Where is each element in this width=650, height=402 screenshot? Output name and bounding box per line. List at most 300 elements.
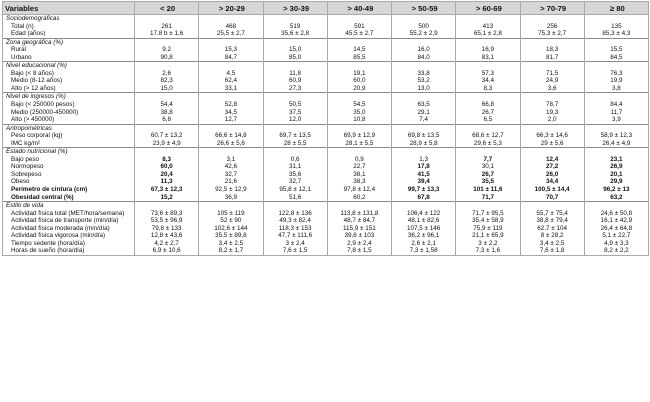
table-cell: 27,3 (263, 85, 327, 93)
table-row (3, 132, 649, 140)
table-cell: 78,7 (520, 101, 584, 109)
empty-cell (456, 38, 520, 46)
table-cell: 26,4 ± 4,9 (584, 140, 648, 148)
table-cell: 20,9 (327, 85, 391, 93)
table-cell: 28,1 ± 5,5 (327, 140, 391, 148)
table-cell: 21,6 (199, 178, 263, 186)
table-row (3, 109, 649, 117)
column-header: > 60-69 (456, 2, 520, 15)
table-cell: 66,8 (456, 101, 520, 109)
table-cell: 29,9 (584, 178, 648, 186)
table-row (3, 101, 649, 109)
table-cell: 16,9 (456, 46, 520, 54)
table-cell: 102,6 ± 144 (199, 225, 263, 233)
table-row (3, 194, 649, 202)
table-cell: 7,7 (456, 156, 520, 164)
table-cell: 81,7 (520, 54, 584, 62)
empty-cell (520, 202, 584, 210)
table-row (3, 54, 649, 62)
table-cell: 591 (327, 23, 391, 31)
table-cell: 60,0 (327, 77, 391, 85)
table-row (3, 240, 649, 248)
row-label: Medio (8-12 años) (3, 77, 135, 85)
empty-cell (456, 124, 520, 132)
empty-cell (263, 15, 327, 23)
table-cell: 35,4 ± 58,9 (456, 217, 520, 225)
table-cell: 83,1 (456, 54, 520, 62)
empty-cell (263, 62, 327, 70)
table-cell: 135 (584, 23, 648, 31)
table-cell: 75,3 ± 2,7 (520, 30, 584, 38)
empty-cell (327, 148, 391, 156)
table-cell: 19,3 (520, 109, 584, 117)
table-row (3, 30, 649, 38)
table-row (3, 225, 649, 233)
table-cell: 84,7 (199, 54, 263, 62)
empty-cell (135, 202, 199, 210)
table-cell: 37,5 (263, 109, 327, 117)
table-cell: 7,3 ± 1,6 (456, 247, 520, 255)
table-cell: 63,2 (584, 194, 648, 202)
empty-cell (520, 148, 584, 156)
empty-cell (327, 93, 391, 101)
table-cell: 26,7 (456, 171, 520, 179)
table-cell: 30,1 (456, 163, 520, 171)
table-cell: 24,6 ± 50,8 (584, 210, 648, 218)
table-cell: 11,3 (135, 178, 199, 186)
row-label: Edad (años) (3, 30, 135, 38)
empty-cell (327, 15, 391, 23)
empty-cell (199, 15, 263, 23)
table-cell: 34,4 (456, 77, 520, 85)
table-cell: 24,9 (520, 77, 584, 85)
table-cell: 15,3 (199, 46, 263, 54)
table-cell: 76,3 (584, 70, 648, 78)
table-cell: 17,8 (392, 163, 456, 171)
empty-cell (520, 62, 584, 70)
column-header: Variables (3, 2, 135, 15)
table-cell: 29 ± 5,6 (520, 140, 584, 148)
empty-cell (584, 38, 648, 46)
table-row (3, 23, 649, 31)
table-cell: 49,3 ± 82,4 (263, 217, 327, 225)
table-cell: 26,0 (520, 171, 584, 179)
section-title: Zona geográfica (%) (3, 38, 135, 46)
empty-cell (392, 15, 456, 23)
table-cell: 35,5 (456, 178, 520, 186)
section-title: Nivel de ingresos (%) (3, 93, 135, 101)
table-cell: 500 (392, 23, 456, 31)
table-cell: 8,2 ± 1,7 (199, 247, 263, 255)
empty-cell (392, 38, 456, 46)
table-cell: 26,4 ± 64,8 (584, 225, 648, 233)
table-cell: 26,9 (584, 163, 648, 171)
section-header-row (3, 93, 649, 101)
table-cell: 96,2 ± 13 (584, 186, 648, 194)
table-cell: 1,3 (392, 156, 456, 164)
table-cell: 20,4 (135, 171, 199, 179)
table-cell: 35,6 (263, 171, 327, 179)
table-cell: 71,7 ± 95,5 (456, 210, 520, 218)
table-cell: 38,8 ± 79,4 (520, 217, 584, 225)
table-cell: 3,1 (199, 156, 263, 164)
table-row (3, 46, 649, 54)
table-cell: 32,7 (199, 171, 263, 179)
table-cell: 60,2 (327, 194, 391, 202)
table-cell: 65,1 ± 2,8 (456, 30, 520, 38)
empty-cell (135, 148, 199, 156)
column-header: > 70-79 (520, 2, 584, 15)
table-cell: 55,7 ± 75,4 (520, 210, 584, 218)
column-header: > 20-29 (199, 2, 263, 15)
table-cell: 118,3 ± 153 (263, 225, 327, 233)
empty-cell (392, 62, 456, 70)
table-cell: 73,6 ± 89,3 (135, 210, 199, 218)
empty-cell (199, 124, 263, 132)
table-cell: 99,7 ± 13,3 (392, 186, 456, 194)
table-cell: 9,2 (135, 46, 199, 54)
empty-cell (584, 148, 648, 156)
table-cell: 29,1 (392, 109, 456, 117)
section-title: Antropométricas (3, 124, 135, 132)
table-cell: 31,1 (263, 163, 327, 171)
row-label: Sobrepeso (3, 171, 135, 179)
table-cell: 5,1 ± 22,7 (584, 232, 648, 240)
table-cell: 34,5 (199, 109, 263, 117)
table-cell: 55,2 ± 2,9 (392, 30, 456, 38)
table-cell: 8,2 ± 2,2 (584, 247, 648, 255)
table-cell: 95,8 ± 12,1 (263, 186, 327, 194)
table-cell: 79,8 ± 133 (135, 225, 199, 233)
table-cell: 21,1 ± 65,9 (456, 232, 520, 240)
table-cell: 0,9 (327, 156, 391, 164)
table-cell: 256 (520, 23, 584, 31)
table-cell: 15,2 (135, 194, 199, 202)
table-cell: 60,9 (263, 77, 327, 85)
row-label: Actividad física de transporte (min/día) (3, 217, 135, 225)
row-label: Rural (3, 46, 135, 54)
empty-cell (456, 148, 520, 156)
row-label: Alto (> 450000) (3, 116, 135, 124)
table-cell: 63,5 (392, 101, 456, 109)
empty-cell (584, 15, 648, 23)
table-cell: 28 ± 5,5 (263, 140, 327, 148)
section-title: Sociodemográficas (3, 15, 135, 23)
row-label: Peso corporal (kg) (3, 132, 135, 140)
empty-cell (135, 93, 199, 101)
empty-cell (584, 124, 648, 132)
table-cell: 69,8 ± 13,5 (392, 132, 456, 140)
empty-cell (135, 124, 199, 132)
table-cell: 47,7 ± 111,6 (263, 232, 327, 240)
table-cell: 58,9 ± 12,3 (584, 132, 648, 140)
table-cell: 29,6 ± 5,3 (456, 140, 520, 148)
table-cell: 16,0 (392, 46, 456, 54)
table-row (3, 171, 649, 179)
table-cell: 113,8 ± 131,8 (327, 210, 391, 218)
table-cell: 15,5 (584, 46, 648, 54)
empty-cell (199, 148, 263, 156)
table-cell: 27,2 (520, 163, 584, 171)
table-cell: 23,9 ± 4,9 (135, 140, 199, 148)
table-cell: 41,5 (392, 171, 456, 179)
empty-cell (520, 93, 584, 101)
table-row (3, 140, 649, 148)
table-cell: 12,4 (520, 156, 584, 164)
column-header: > 40-49 (327, 2, 391, 15)
table-cell: 3,8 (584, 85, 648, 93)
table-row (3, 116, 649, 124)
table-cell: 2,6 (135, 70, 199, 78)
table-cell: 100,5 ± 14,4 (520, 186, 584, 194)
section-header-row (3, 38, 649, 46)
empty-cell (456, 93, 520, 101)
table-cell: 38,1 (327, 171, 391, 179)
table-cell: 84,4 (584, 101, 648, 109)
column-header: < 20 (135, 2, 199, 15)
section-title: Estilo de vida (3, 202, 135, 210)
table-cell: 10,8 (327, 116, 391, 124)
table-row (3, 163, 649, 171)
table-cell: 33,8 (392, 70, 456, 78)
row-label: Obeso (3, 178, 135, 186)
table-cell: 85,5 (327, 54, 391, 62)
table-cell: 26,6 ± 5,6 (199, 140, 263, 148)
row-label: Actividad física moderada (min/día) (3, 225, 135, 233)
table-cell: 34,4 (520, 178, 584, 186)
row-label: Urbano (3, 54, 135, 62)
table-cell: 84,5 (584, 54, 648, 62)
empty-cell (456, 15, 520, 23)
table-cell: 107,5 ± 146 (392, 225, 456, 233)
empty-cell (199, 38, 263, 46)
table-row (3, 178, 649, 186)
table-body (3, 15, 649, 256)
table-cell: 7,6 ± 1,5 (263, 247, 327, 255)
empty-cell (263, 202, 327, 210)
table-cell: 70,7 (520, 194, 584, 202)
table-cell: 50,5 (263, 101, 327, 109)
table-cell: 69,9 ± 12,9 (327, 132, 391, 140)
table-cell: 15,0 (263, 46, 327, 54)
table-cell: 4,2 ± 2,7 (135, 240, 199, 248)
table-cell: 35,6 ± 2,8 (263, 30, 327, 38)
section-header-row (3, 15, 649, 23)
table-cell: 25,5 ± 2,7 (199, 30, 263, 38)
table-cell: 53,2 (392, 77, 456, 85)
table-cell: 85,3 ± 4,3 (584, 30, 648, 38)
table-cell: 4,9 ± 3,3 (584, 240, 648, 248)
empty-cell (327, 38, 391, 46)
table-cell: 6,5 (456, 116, 520, 124)
table-row (3, 85, 649, 93)
section-title: Estado nutricional (%) (3, 148, 135, 156)
empty-cell (392, 124, 456, 132)
table-cell: 8,3 (135, 156, 199, 164)
empty-cell (135, 38, 199, 46)
table-cell: 36,9 (199, 194, 263, 202)
table-cell: 2,6 ± 2,1 (392, 240, 456, 248)
table-cell: 16,1 ± 42,9 (584, 217, 648, 225)
table-cell: 3,9 (584, 116, 648, 124)
table-cell: 14,5 (327, 46, 391, 54)
empty-cell (199, 62, 263, 70)
empty-cell (392, 202, 456, 210)
table-cell: 3,4 ± 2,5 (199, 240, 263, 248)
table-cell: 8 ± 28,2 (520, 232, 584, 240)
empty-cell (327, 62, 391, 70)
table-cell: 92,5 ± 12,9 (199, 186, 263, 194)
column-header: ≥ 80 (584, 2, 648, 15)
table-cell: 261 (135, 23, 199, 31)
table-cell: 38,8 (135, 109, 199, 117)
table-cell: 53,5 ± 96,9 (135, 217, 199, 225)
empty-cell (263, 38, 327, 46)
table-cell: 67,8 (392, 194, 456, 202)
row-label: Medio (250000-450000) (3, 109, 135, 117)
table-cell: 413 (456, 23, 520, 31)
table-row (3, 156, 649, 164)
table-cell: 84,0 (392, 54, 456, 62)
table-cell: 2,0 (520, 116, 584, 124)
table-cell: 2,9 ± 2,4 (327, 240, 391, 248)
empty-cell (135, 62, 199, 70)
empty-cell (327, 202, 391, 210)
table-cell: 6,9 ± 10,6 (135, 247, 199, 255)
table-cell: 35,5 ± 89,8 (199, 232, 263, 240)
table-row (3, 217, 649, 225)
empty-cell (135, 15, 199, 23)
table-cell: 67,3 ± 12,3 (135, 186, 199, 194)
table-cell: 71,7 (456, 194, 520, 202)
table-cell: 32,7 (263, 178, 327, 186)
empty-cell (584, 62, 648, 70)
row-label: Tiempo sedente (hora/día) (3, 240, 135, 248)
table-cell: 3,4 ± 2,5 (520, 240, 584, 248)
table-row (3, 77, 649, 85)
empty-cell (263, 124, 327, 132)
table-cell: 33,1 (199, 85, 263, 93)
empty-cell (456, 202, 520, 210)
table-cell: 66,3 ± 14,6 (520, 132, 584, 140)
column-header: > 30-39 (263, 2, 327, 15)
table-cell: 17,8 b ± 1,6 (135, 30, 199, 38)
table-cell: 11,7 (584, 109, 648, 117)
row-label: Perímetro de cintura (cm) (3, 186, 135, 194)
section-header-row (3, 62, 649, 70)
empty-cell (520, 38, 584, 46)
table-cell: 48,7 ± 84,7 (327, 217, 391, 225)
table-cell: 7,8 ± 1,5 (327, 247, 391, 255)
row-label: Obesidad central (%) (3, 194, 135, 202)
table-cell: 97,8 ± 12,4 (327, 186, 391, 194)
table-cell: 106,4 ± 122 (392, 210, 456, 218)
table-cell: 39,6 ± 103 (327, 232, 391, 240)
table-cell: 69,7 ± 13,5 (263, 132, 327, 140)
row-label: Horas de sueño (hora/día) (3, 247, 135, 255)
table-row (3, 70, 649, 78)
empty-cell (263, 93, 327, 101)
table-cell: 6,8 (135, 116, 199, 124)
empty-cell (520, 124, 584, 132)
data-table (2, 1, 649, 256)
table-cell: 3 ± 2,2 (456, 240, 520, 248)
table-cell: 12,7 (199, 116, 263, 124)
table-cell: 8,3 (456, 85, 520, 93)
table-cell: 71,5 (520, 70, 584, 78)
table-cell: 15,0 (135, 85, 199, 93)
row-label: Alto (> 12 años) (3, 85, 135, 93)
table-cell: 115,9 ± 151 (327, 225, 391, 233)
table-cell: 19,1 (327, 70, 391, 78)
table-cell: 18,3 (520, 46, 584, 54)
table-row (3, 232, 649, 240)
table-cell: 19,9 (584, 77, 648, 85)
row-label: Normopeso (3, 163, 135, 171)
table-cell: 519 (263, 23, 327, 31)
row-label: Bajo (< 250000 pesos) (3, 101, 135, 109)
section-header-row (3, 202, 649, 210)
table-cell: 60,7 ± 13,2 (135, 132, 199, 140)
empty-cell (392, 148, 456, 156)
row-label: Total (n) (3, 23, 135, 31)
column-header: > 50-59 (392, 2, 456, 15)
empty-cell (263, 148, 327, 156)
table-cell: 20,1 (584, 171, 648, 179)
table-cell: 3,6 (520, 85, 584, 93)
row-label: Actividad física total (MET/hora/semana) (3, 210, 135, 218)
table-cell: 7,4 (392, 116, 456, 124)
table-cell: 11,8 (263, 70, 327, 78)
table-cell: 468 (199, 23, 263, 31)
section-header-row (3, 124, 649, 132)
table-cell: 28,9 ± 5,8 (392, 140, 456, 148)
table-cell: 85,0 (263, 54, 327, 62)
table-cell: 62,7 ± 104 (520, 225, 584, 233)
table-cell: 45,5 ± 2,7 (327, 30, 391, 38)
table-cell: 35,0 (327, 109, 391, 117)
table-cell: 54,5 (327, 101, 391, 109)
table-cell: 105 ± 119 (199, 210, 263, 218)
empty-cell (584, 93, 648, 101)
empty-cell (392, 93, 456, 101)
table-row (3, 210, 649, 218)
empty-cell (199, 93, 263, 101)
table-cell: 39,4 (392, 178, 456, 186)
table-cell: 52 ± 90 (199, 217, 263, 225)
table-cell: 60,0 (135, 163, 199, 171)
table-cell: 12,8 ± 43,6 (135, 232, 199, 240)
row-label: Actividad física vigorosa (min/día) (3, 232, 135, 240)
table-cell: 7,6 ± 1,8 (520, 247, 584, 255)
section-title: Nivel educacional (%) (3, 62, 135, 70)
header-row (3, 2, 649, 15)
table-cell: 51,6 (263, 194, 327, 202)
table-row (3, 186, 649, 194)
table-cell: 57,3 (456, 70, 520, 78)
table-cell: 122,8 ± 136 (263, 210, 327, 218)
table-cell: 36,2 ± 96,1 (392, 232, 456, 240)
row-label: IMC kg/m² (3, 140, 135, 148)
table-cell: 54,4 (135, 101, 199, 109)
table-cell: 82,3 (135, 77, 199, 85)
empty-cell (584, 202, 648, 210)
table-cell: 90,8 (135, 54, 199, 62)
table-cell: 75,9 ± 119 (456, 225, 520, 233)
empty-cell (199, 202, 263, 210)
table-cell: 101 ± 11,6 (456, 186, 520, 194)
empty-cell (520, 15, 584, 23)
